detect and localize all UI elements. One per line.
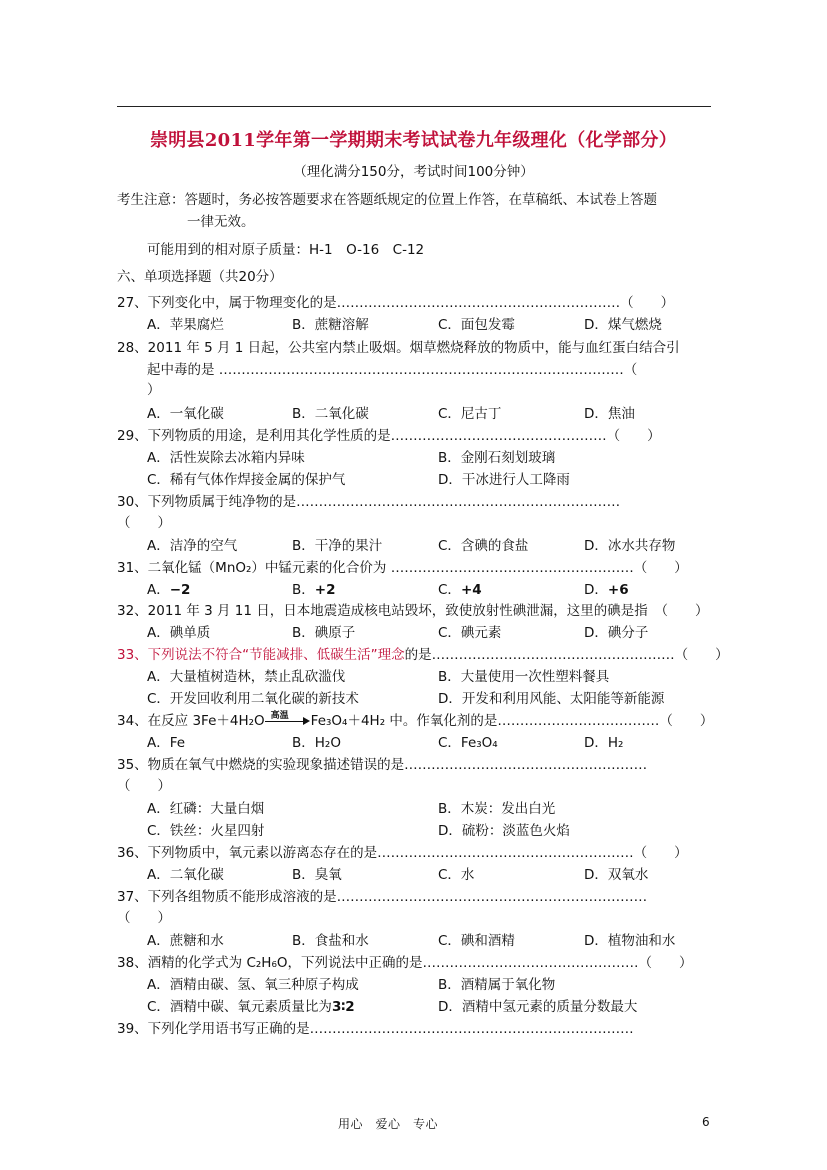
question-29-stem: 29、下列物质的用途，是利用其化学性质的是…………………………………………（ ） (117, 428, 661, 444)
section-heading: 六、单项选择题（共20分） (117, 269, 283, 285)
q34-option-a: A．Fe (147, 735, 186, 751)
q29-option-c: C．稀有气体作焊接金属的保护气 (147, 472, 346, 488)
q35-option-d: D．硫粉：淡蓝色火焰 (438, 823, 570, 839)
question-38-stem: 38、酒精的化学式为 C₂H₆O，下列说法中正确的是…………………………………………（ ） (117, 955, 693, 971)
page-title: 崇明县2011学年第一学期期末考试试卷九年级理化（化学部分） (149, 130, 678, 151)
question-35-stem-2: （ ） (117, 778, 171, 794)
question-35-stem-1: 35、物质在氧气中燃烧的实验现象描述错误的是……………………………………………… (117, 757, 648, 773)
notice-line-1: 考生注意：答题时，务必按答题要求在答题纸规定的位置上作答，在草稿纸、本试卷上答题 (117, 192, 657, 208)
q28-option-d: D．焦油 (584, 406, 635, 422)
reaction-arrow-icon: 高温 (265, 714, 311, 728)
q38-option-a: A．酒精由碳、氢、氧三种原子构成 (147, 977, 359, 993)
q31-option-c: C．+4 (438, 582, 482, 598)
q37-option-b: B．食盐和水 (292, 933, 369, 949)
q31-option-d: D．+6 (584, 582, 629, 598)
q33-option-c: C．开发回收利用二氧化碳的新技术 (147, 691, 359, 707)
question-34-stem: 34、在反应 3Fe＋4H₂O 高温 Fe₃O₄＋4H₂ 中。作氧化剂的是………………………………（ ） (117, 711, 714, 729)
q38-option-c: C．酒精中碳、氧元素质量比为3∶2 (147, 999, 355, 1015)
q36-option-a: A．二氧化碳 (147, 867, 224, 883)
q28-option-a: A．一氧化碳 (147, 406, 224, 422)
q28-option-c: C．尼古丁 (438, 406, 502, 422)
q31-option-a: A．−2 (147, 582, 191, 598)
q32-option-a: A．碘单质 (147, 625, 211, 641)
question-37-stem-1: 37、下列各组物质不能形成溶液的是…………………………………………………………… (117, 889, 648, 905)
q35-option-c: C．铁丝：火星四射 (147, 823, 265, 839)
question-30-stem-1: 30、下列物质属于纯净物的是……………………………………………………………… (117, 494, 621, 510)
question-28-stem-2: 起中毒的是 ………………………………………………………………………………（ (147, 362, 638, 378)
question-36-stem: 36、下列物质中，氧元素以游离态存在的是…………………………………………………（ ） (117, 845, 688, 861)
q31-option-b: B．+2 (292, 582, 336, 598)
q32-option-d: D．碘分子 (584, 625, 649, 641)
q34-option-b: B．H₂O (292, 735, 341, 751)
question-28-stem-3: ） (147, 382, 161, 398)
page-number: 6 (702, 1115, 710, 1129)
question-39-stem: 39、下列化学用语书写正确的是……………………………………………………………… (117, 1021, 634, 1037)
page-subtitle: （理化满分150分，考试时间100分钟） (293, 164, 534, 180)
q27-option-b: B．蔗糖溶解 (292, 317, 369, 333)
q30-option-a: A．洁净的空气 (147, 538, 238, 554)
question-30-stem-2: （ ） (117, 515, 171, 531)
q37-option-a: A．蔗糖和水 (147, 933, 224, 949)
q29-option-d: D．干冰进行人工降雨 (438, 472, 570, 488)
q32-option-b: B．碘原子 (292, 625, 356, 641)
q34-option-d: D．H₂ (584, 735, 624, 751)
header-rule (117, 106, 711, 107)
q37-option-d: D．植物油和水 (584, 933, 676, 949)
footer-text: 用心 爱心 专心 (338, 1117, 439, 1131)
question-28-stem-1: 28、2011 年 5 月 1 日起，公共室内禁止吸烟。烟草燃烧释放的物质中，能与血红蛋白结合引 (117, 340, 680, 356)
q35-option-a: A．红磷：大量白烟 (147, 801, 265, 817)
notice-line-2: 一律无效。 (187, 214, 255, 230)
q33-highlight: 33、下列说法不符合“节能减排、低碳生活”理念 (117, 647, 405, 663)
q27-option-c: C．面包发霉 (438, 317, 515, 333)
q30-option-b: B．干净的果汁 (292, 538, 383, 554)
atomic-mass-note: 可能用到的相对原子质量：H-1 O-16 C-12 (147, 242, 425, 258)
q33-option-d: D．开发和利用风能、太阳能等新能源 (438, 691, 665, 707)
question-37-stem-2: （ ） (117, 910, 171, 926)
q36-option-b: B．臭氧 (292, 867, 342, 883)
question-27-stem: 27、下列变化中，属于物理变化的是………………………………………………………（ ） (117, 295, 675, 311)
q37-option-c: C．碘和酒精 (438, 933, 515, 949)
q29-option-b: B．金刚石刻划玻璃 (438, 450, 556, 466)
q34-option-c: C．Fe₃O₄ (438, 735, 498, 751)
q27-option-d: D．煤气燃烧 (584, 317, 662, 333)
q27-option-a: A．苹果腐烂 (147, 317, 224, 333)
question-33-stem: 33、下列说法不符合“节能减排、低碳生活”理念的是………………………………………………（ ） (117, 647, 729, 663)
q33-option-a: A．大量植树造林，禁止乱砍滥伐 (147, 669, 346, 685)
q36-option-d: D．双氧水 (584, 867, 649, 883)
q38-option-d: D．酒精中氢元素的质量分数最大 (438, 999, 638, 1015)
q36-option-c: C．水 (438, 867, 475, 883)
q32-option-c: C．碘元素 (438, 625, 502, 641)
q30-option-d: D．冰水共存物 (584, 538, 676, 554)
q30-option-c: C．含碘的食盐 (438, 538, 529, 554)
question-31-stem: 31、二氧化锰（MnO₂）中锰元素的化合价为 ………………………………………………（ ） (117, 560, 688, 576)
q28-option-b: B．二氧化碳 (292, 406, 369, 422)
q33-option-b: B．大量使用一次性塑料餐具 (438, 669, 610, 685)
q29-option-a: A．活性炭除去冰箱内异味 (147, 450, 305, 466)
q38-option-b: B．酒精属于氧化物 (438, 977, 556, 993)
q35-option-b: B．木炭：发出白光 (438, 801, 556, 817)
question-32-stem: 32、2011 年 3 月 11 日，日本地震造成核电站毁坏，致使放射性碘泄漏，这里的碘是指 （ ） (117, 603, 709, 619)
